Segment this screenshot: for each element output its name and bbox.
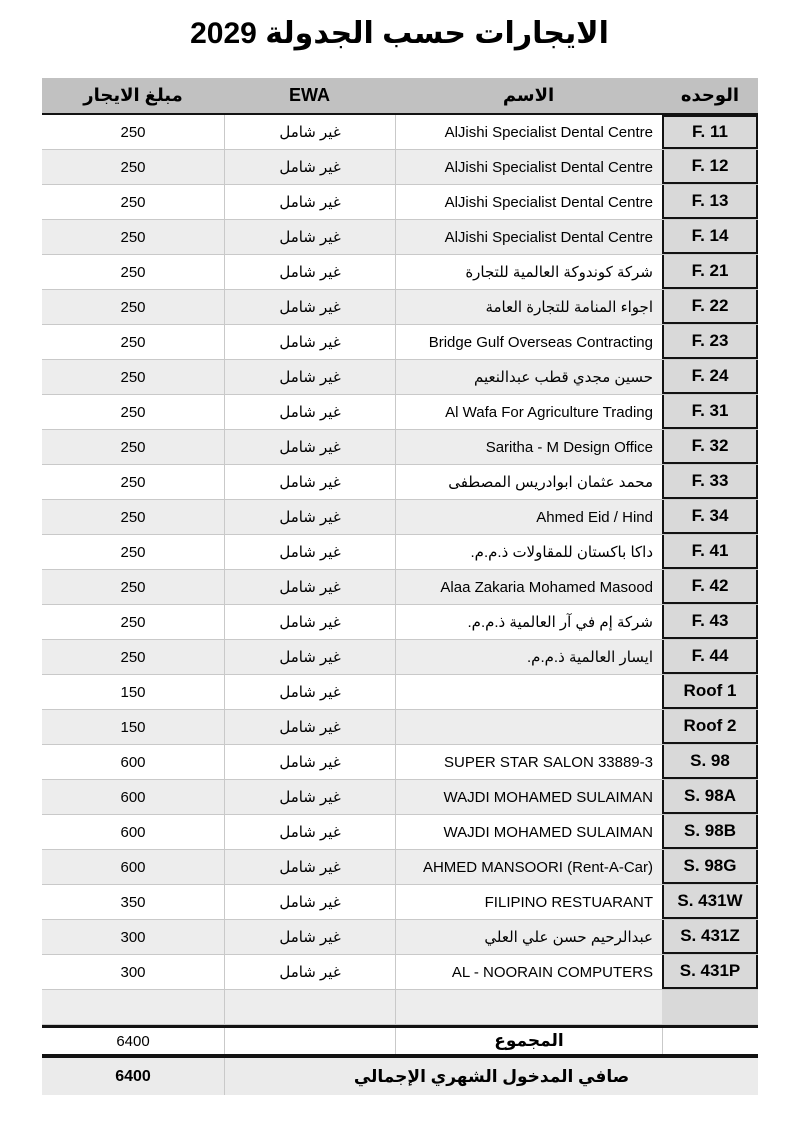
ewa-cell: غير شامل (224, 885, 395, 919)
unit-cell: F. 13 (662, 185, 758, 219)
table-row (42, 185, 758, 220)
table-row (42, 325, 758, 360)
table-row (42, 675, 758, 710)
table-row (42, 430, 758, 465)
ewa-cell: غير شامل (224, 780, 395, 814)
ewa-cell: غير شامل (224, 675, 395, 709)
rent-cell: 250 (120, 578, 146, 596)
rent-cell: 250 (120, 543, 146, 561)
unit-cell: Roof 2 (662, 710, 758, 744)
rent-cell: 250 (120, 508, 146, 526)
unit-cell: F. 23 (662, 325, 758, 359)
name-cell (395, 675, 662, 709)
unit-cell: F. 12 (662, 150, 758, 184)
name-cell (395, 990, 662, 1024)
unit-cell: F. 34 (662, 500, 758, 534)
total-row (42, 1025, 758, 1058)
ewa-cell: غير شامل (224, 325, 395, 359)
ewa-cell: غير شامل (224, 500, 395, 534)
header-unit: الوحده (680, 85, 740, 105)
rent-table (42, 78, 758, 1095)
name-cell: WAJDI MOHAMED SULAIMAN (395, 815, 662, 849)
rent-cell: 250 (120, 438, 146, 456)
table-row (42, 710, 758, 745)
name-cell: AL - NOORAIN COMPUTERS (395, 955, 662, 989)
rent-cell: 250 (120, 333, 146, 351)
ewa-cell: غير شامل (224, 465, 395, 499)
rent-cell: 350 (120, 893, 146, 911)
ewa-cell: غير شامل (224, 605, 395, 639)
name-cell: شركة كوندوكة العالمية للتجارة (395, 255, 662, 289)
ewa-cell: غير شامل (224, 640, 395, 674)
ewa-cell: غير شامل (224, 955, 395, 989)
name-cell: FILIPINO RESTUARANT (395, 885, 662, 919)
unit-cell: F. 21 (662, 255, 758, 289)
ewa-cell: غير شامل (224, 430, 395, 464)
page-title: الايجارات حسب الجدولة 2029 (190, 17, 609, 50)
unit-cell (662, 990, 758, 1024)
name-cell: SUPER STAR SALON 33889-3 (395, 745, 662, 779)
table-row (42, 850, 758, 885)
name-cell: ايسار العالمية ذ.م.م. (395, 640, 662, 674)
unit-cell: F. 11 (662, 115, 758, 149)
table-row (42, 605, 758, 640)
unit-cell: F. 43 (662, 605, 758, 639)
net-total-label: صافي المدخول الشهري الإجمالي (224, 1058, 758, 1095)
table-row (42, 500, 758, 535)
name-cell: عبدالرحيم حسن علي العلي (395, 920, 662, 954)
name-cell: WAJDI MOHAMED SULAIMAN (395, 780, 662, 814)
ewa-cell: غير شامل (224, 220, 395, 254)
rent-cell: 250 (120, 368, 146, 386)
table-row (42, 465, 758, 500)
ewa-cell: غير شامل (224, 920, 395, 954)
table-row (42, 920, 758, 955)
table-row (42, 395, 758, 430)
rent-cell: 250 (120, 473, 146, 491)
total-rent-value: 6400 (116, 1032, 150, 1050)
header-rent: مبلغ الايجار (83, 85, 183, 105)
table-row (42, 115, 758, 150)
rent-cell (42, 990, 224, 1024)
table-row (42, 990, 758, 1025)
rent-cell: 250 (120, 263, 146, 281)
unit-cell: F. 42 (662, 570, 758, 604)
rent-cell: 250 (120, 613, 146, 631)
rent-cell: 300 (120, 928, 146, 946)
ewa-cell: غير شامل (224, 535, 395, 569)
table-row (42, 745, 758, 780)
rent-cell: 250 (120, 228, 146, 246)
name-cell: Saritha - M Design Office (395, 430, 662, 464)
unit-cell: S. 431P (662, 955, 758, 989)
unit-cell: F. 44 (662, 640, 758, 674)
name-cell (395, 710, 662, 744)
name-cell: محمد عثمان ابوادريس المصطفى (395, 465, 662, 499)
name-cell: AHMED MANSOORI (Rent-A-Car) (395, 850, 662, 884)
rent-cell: 600 (120, 823, 146, 841)
name-cell: داكا باكستان للمقاولات ذ.م.م. (395, 535, 662, 569)
unit-cell: Roof 1 (662, 675, 758, 709)
rent-cell: 600 (120, 788, 146, 806)
unit-cell: F. 33 (662, 465, 758, 499)
unit-cell: F. 41 (662, 535, 758, 569)
unit-cell: S. 98A (662, 780, 758, 814)
ewa-cell: غير شامل (224, 850, 395, 884)
name-cell: AlJishi Specialist Dental Centre (395, 185, 662, 219)
unit-cell: S. 431Z (662, 920, 758, 954)
net-total-value: 6400 (115, 1067, 151, 1085)
rent-cell: 150 (120, 683, 146, 701)
table-row (42, 535, 758, 570)
table-row (42, 955, 758, 990)
total-unit-cell (662, 1028, 758, 1054)
unit-cell: F. 31 (662, 395, 758, 429)
ewa-cell: غير شامل (224, 395, 395, 429)
table-row (42, 220, 758, 255)
unit-cell: F. 22 (662, 290, 758, 324)
unit-cell: F. 32 (662, 430, 758, 464)
ewa-cell: غير شامل (224, 255, 395, 289)
name-cell: شركة إم في آر العالمية ذ.م.م. (395, 605, 662, 639)
table-row (42, 255, 758, 290)
total-label: المجموع (395, 1028, 662, 1054)
name-cell: اجواء المنامة للتجارة العامة (395, 290, 662, 324)
unit-cell: S. 98 (662, 745, 758, 779)
rent-cell: 250 (120, 298, 146, 316)
table-header-row (42, 78, 758, 115)
unit-cell: F. 14 (662, 220, 758, 254)
table-row (42, 570, 758, 605)
rent-cell: 250 (120, 403, 146, 421)
rent-cell: 600 (120, 858, 146, 876)
ewa-cell: غير شامل (224, 150, 395, 184)
name-cell: Al Wafa For Agriculture Trading (395, 395, 662, 429)
ewa-cell: غير شامل (224, 360, 395, 394)
table-row (42, 885, 758, 920)
ewa-cell: غير شامل (224, 710, 395, 744)
ewa-cell: غير شامل (224, 745, 395, 779)
header-name: الاسم (502, 85, 555, 105)
name-cell: AlJishi Specialist Dental Centre (395, 115, 662, 149)
rent-cell: 600 (120, 753, 146, 771)
table-row (42, 780, 758, 815)
table-row (42, 815, 758, 850)
ewa-cell: غير شامل (224, 185, 395, 219)
ewa-cell: غير شامل (224, 115, 395, 149)
name-cell: Alaa Zakaria Mohamed Masood (395, 570, 662, 604)
rent-cell: 250 (120, 193, 146, 211)
name-cell: حسين مجدي قطب عبدالنعيم (395, 360, 662, 394)
table-row (42, 360, 758, 395)
rent-cell: 250 (120, 158, 146, 176)
rent-cell: 250 (120, 648, 146, 666)
rent-cell: 250 (120, 123, 146, 141)
unit-cell: S. 98B (662, 815, 758, 849)
rent-cell: 150 (120, 718, 146, 736)
total-ewa-cell (224, 1028, 395, 1054)
table-row (42, 290, 758, 325)
name-cell: AlJishi Specialist Dental Centre (395, 150, 662, 184)
unit-cell: S. 431W (662, 885, 758, 919)
rent-cell: 300 (120, 963, 146, 981)
unit-cell: S. 98G (662, 850, 758, 884)
table-row (42, 150, 758, 185)
ewa-cell: غير شامل (224, 290, 395, 324)
unit-cell: F. 24 (662, 360, 758, 394)
name-cell: Ahmed Eid / Hind (395, 500, 662, 534)
table-row (42, 640, 758, 675)
name-cell: Bridge Gulf Overseas Contracting (395, 325, 662, 359)
name-cell: AlJishi Specialist Dental Centre (395, 220, 662, 254)
ewa-cell: غير شامل (224, 815, 395, 849)
ewa-cell (224, 990, 395, 1024)
net-total-row (42, 1058, 758, 1095)
table-body (42, 115, 758, 1025)
ewa-cell: غير شامل (224, 570, 395, 604)
header-ewa: EWA (289, 85, 331, 105)
